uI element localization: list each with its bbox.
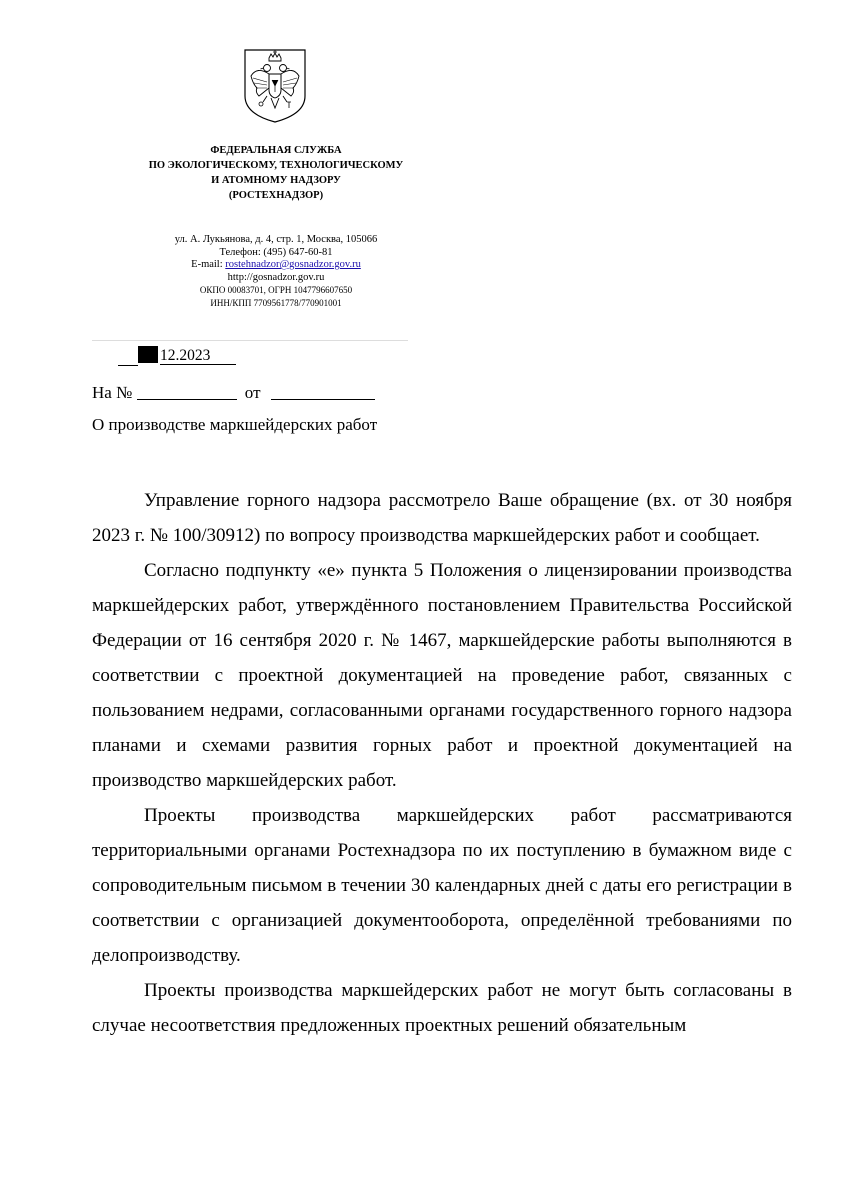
okpo-ogrn: ОКПО 00083701, ОГРН 1047796607650	[199, 285, 353, 295]
redaction-box	[138, 346, 158, 363]
body-paragraph: Управление горного надзора рассмотрело Ваше обращение (вх. от 30 ноября 2023 г. № 100/30912) по вопросу производства маркшейдерских работ и сообщает.	[92, 490, 792, 546]
header-line: ПО ЭКОЛОГИЧЕСКОМУ, ТЕХНОЛОГИЧЕСКОМУ	[148, 160, 404, 171]
body-paragraph: Согласно подпункту «е» пункта 5 Положения о лицензировании производства маркшейдерских работ, утверждённого постановлением Правительства Российской Федерации от 16 сентября 2020 г. № 1467, маркшейдерские работы выполняются в соответствии с проектной документацией на проведение работ, связанных с пользованием недрами, согласованными органами государственного горного надзора планами и схемами развития горных работ и проектной документацией на производство маркшейдерских работ.	[92, 560, 792, 791]
body-paragraph: Проекты производства маркшейдерских работ рассматриваются территориальными органами Ростехнадзора по их поступлению в бумажном виде с сопроводительным письмом в течении 30 календарных дней с даты его регистрации в соответствии с организацией документооборота, определённой требованиями по делопроизводству.	[92, 805, 792, 966]
reference-no-label: На №	[92, 383, 133, 402]
reference-from-label: от	[244, 383, 261, 402]
website: http://gosnadzor.gov.ru	[227, 271, 325, 283]
header-line: ФЕДЕРАЛЬНАЯ СЛУЖБА	[210, 145, 342, 156]
letter-body	[92, 483, 792, 1043]
reference-row	[92, 381, 375, 404]
inn-kpp: ИНН/КПП 7709561778/770901001	[210, 297, 342, 308]
outgoing-date	[118, 346, 236, 366]
agency-header	[100, 143, 452, 203]
reference-from-blank	[271, 381, 375, 400]
reference-no-blank	[137, 381, 237, 400]
phone: Телефон: (495) 647-60-81	[219, 246, 333, 258]
body-paragraph: Проекты производства маркшейдерских работ не могут быть согласованы в случае несоответствия предложенных проектных решений обязательным	[92, 980, 792, 1036]
agency-address-block	[100, 234, 452, 309]
letter-subject: О производстве маркшейдерских работ	[92, 415, 378, 434]
email-link[interactable]: rostehnadzor@gosnadzor.gov.ru	[225, 259, 361, 270]
email-label: E-mail:	[191, 259, 226, 270]
date-value: 12.2023	[160, 347, 236, 365]
divider	[92, 340, 408, 341]
date-underline	[118, 349, 138, 366]
header-line: (РОСТЕХНАДЗОР)	[228, 190, 324, 201]
email-row	[100, 259, 452, 272]
header-line: И АТОМНОМУ НАДЗОРУ	[211, 175, 341, 186]
state-emblem-icon	[243, 48, 307, 124]
street-address: ул. А. Лукьянова, д. 4, стр. 1, Москва, 105066	[174, 234, 378, 245]
